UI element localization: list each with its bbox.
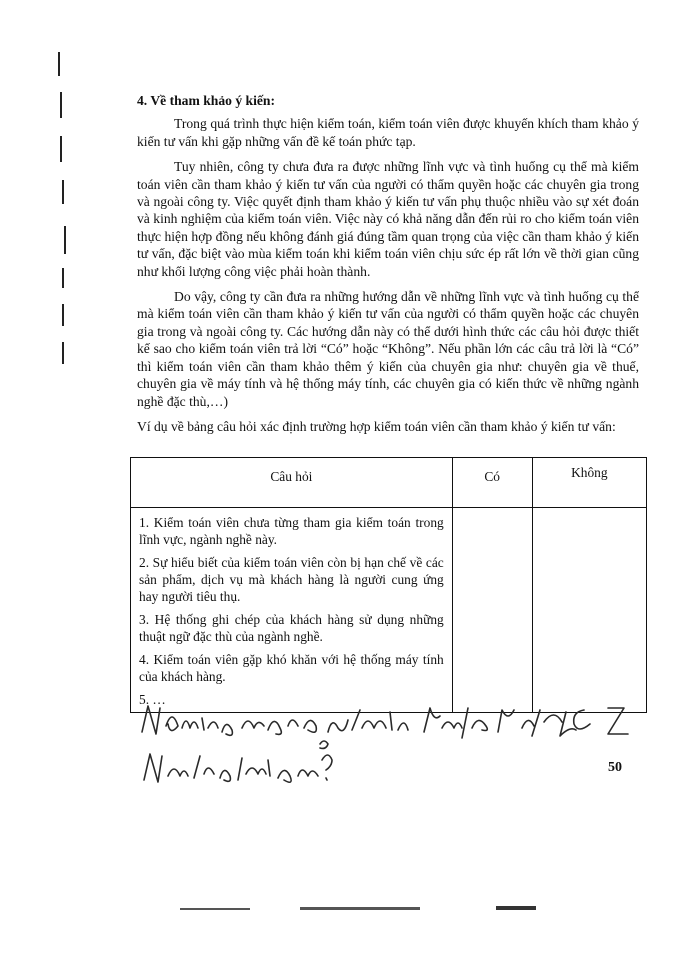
handwritten-note (138, 698, 638, 798)
binder-mark (62, 304, 64, 326)
page-number: 50 (608, 760, 622, 775)
question-item: 1. Kiểm toán viên chưa từng tham gia kiểm toán trong lĩnh vực, ngành nghề này. (139, 515, 444, 547)
binder-mark (60, 92, 62, 118)
questionnaire-table (130, 457, 647, 713)
scan-artifact (496, 906, 536, 910)
yes-answer-cell[interactable] (452, 508, 532, 713)
paragraph: Tuy nhiên, công ty chưa đưa ra được những lĩnh vực và tình huống cụ thể mà kiểm toán viên cần tham khảo ý kiến tư vấn của người có thẩm quyền hoặc các chuyên gia trong và ngoài công ty. Việc quyết định tham khảo ý kiến tư vấn phụ thuộc nhiều vào sự xét đoán và kinh nghiệm của kiểm toán viên. Việc này có khả năng dẫn đến rủi ro cho kiểm toán viên thực hiện hợp đồng nếu không đánh giá đúng tầm quan trọng của việc cần tham khảo ý kiến tư vấn, đặc biệt vào mùa kiểm toán khi kiểm toán viên chịu sức ép rất lớn về thời gian cũng như khối lượng công việc phải hoàn thành. (137, 159, 639, 279)
binder-mark (58, 52, 60, 76)
scan-artifact (180, 908, 250, 910)
binder-mark (62, 342, 64, 364)
binder-mark (62, 268, 64, 288)
binder-mark (62, 180, 64, 204)
section-heading: 4. Về tham khảo ý kiến: (137, 93, 275, 108)
header-question: Câu hỏi (131, 458, 453, 508)
binder-mark (60, 136, 62, 162)
paragraph: Trong quá trình thực hiện kiểm toán, kiểm toán viên được khuyến khích tham khảo ý kiến tư vấn khi gặp những vấn đề kế toán phức tạp. (137, 116, 639, 149)
question-item: 2. Sự hiểu biết của kiểm toán viên còn bị hạn chế về các sản phẩm, dịch vụ mà khách hàng là người cung ứng hay người tiêu thụ. (139, 555, 444, 604)
scan-artifact (300, 907, 420, 910)
binder-mark (64, 226, 66, 254)
question-item: 4. Kiểm toán viên gặp khó khăn với hệ thống máy tính của khách hàng. (139, 652, 444, 684)
header-yes: Có (452, 458, 532, 508)
body-text (137, 92, 639, 443)
question-item: 3. Hệ thống ghi chép của khách hàng sử dụng những thuật ngữ đặc thù của ngành nghề. (139, 612, 444, 644)
no-answer-cell[interactable] (532, 508, 646, 713)
question-list (131, 508, 453, 713)
example-intro: Ví dụ về bảng câu hỏi xác định trường hợp kiểm toán viên cần tham khảo ý kiến tư vấn: (137, 418, 616, 434)
header-no: Không (532, 458, 646, 508)
table-row (131, 508, 647, 713)
question-item: 5. … (139, 692, 166, 707)
paragraph: Do vậy, công ty cần đưa ra những hướng dẫn về những lĩnh vực và tình huống cụ thể mà kiểm toán viên cần tham khảo ý kiến tư vấn của người có thẩm quyền hoặc các chuyên gia trong và ngoài công ty. Các hướng dẫn này có thể dưới hình thức các câu hỏi được thiết kế sao cho kiểm toán viên trả lời “Có” hoặc “Không”. Nếu phần lớn các câu trả lời là “Có” thì kiểm toán viên cần tham khảo thêm ý kiến của chuyên gia như: chuyên gia về thuế, chuyên gia về máy tính và hệ thống máy tính, các chuyên gia có kiến thức về những ngành nghề đặc thù,…) (137, 289, 639, 409)
